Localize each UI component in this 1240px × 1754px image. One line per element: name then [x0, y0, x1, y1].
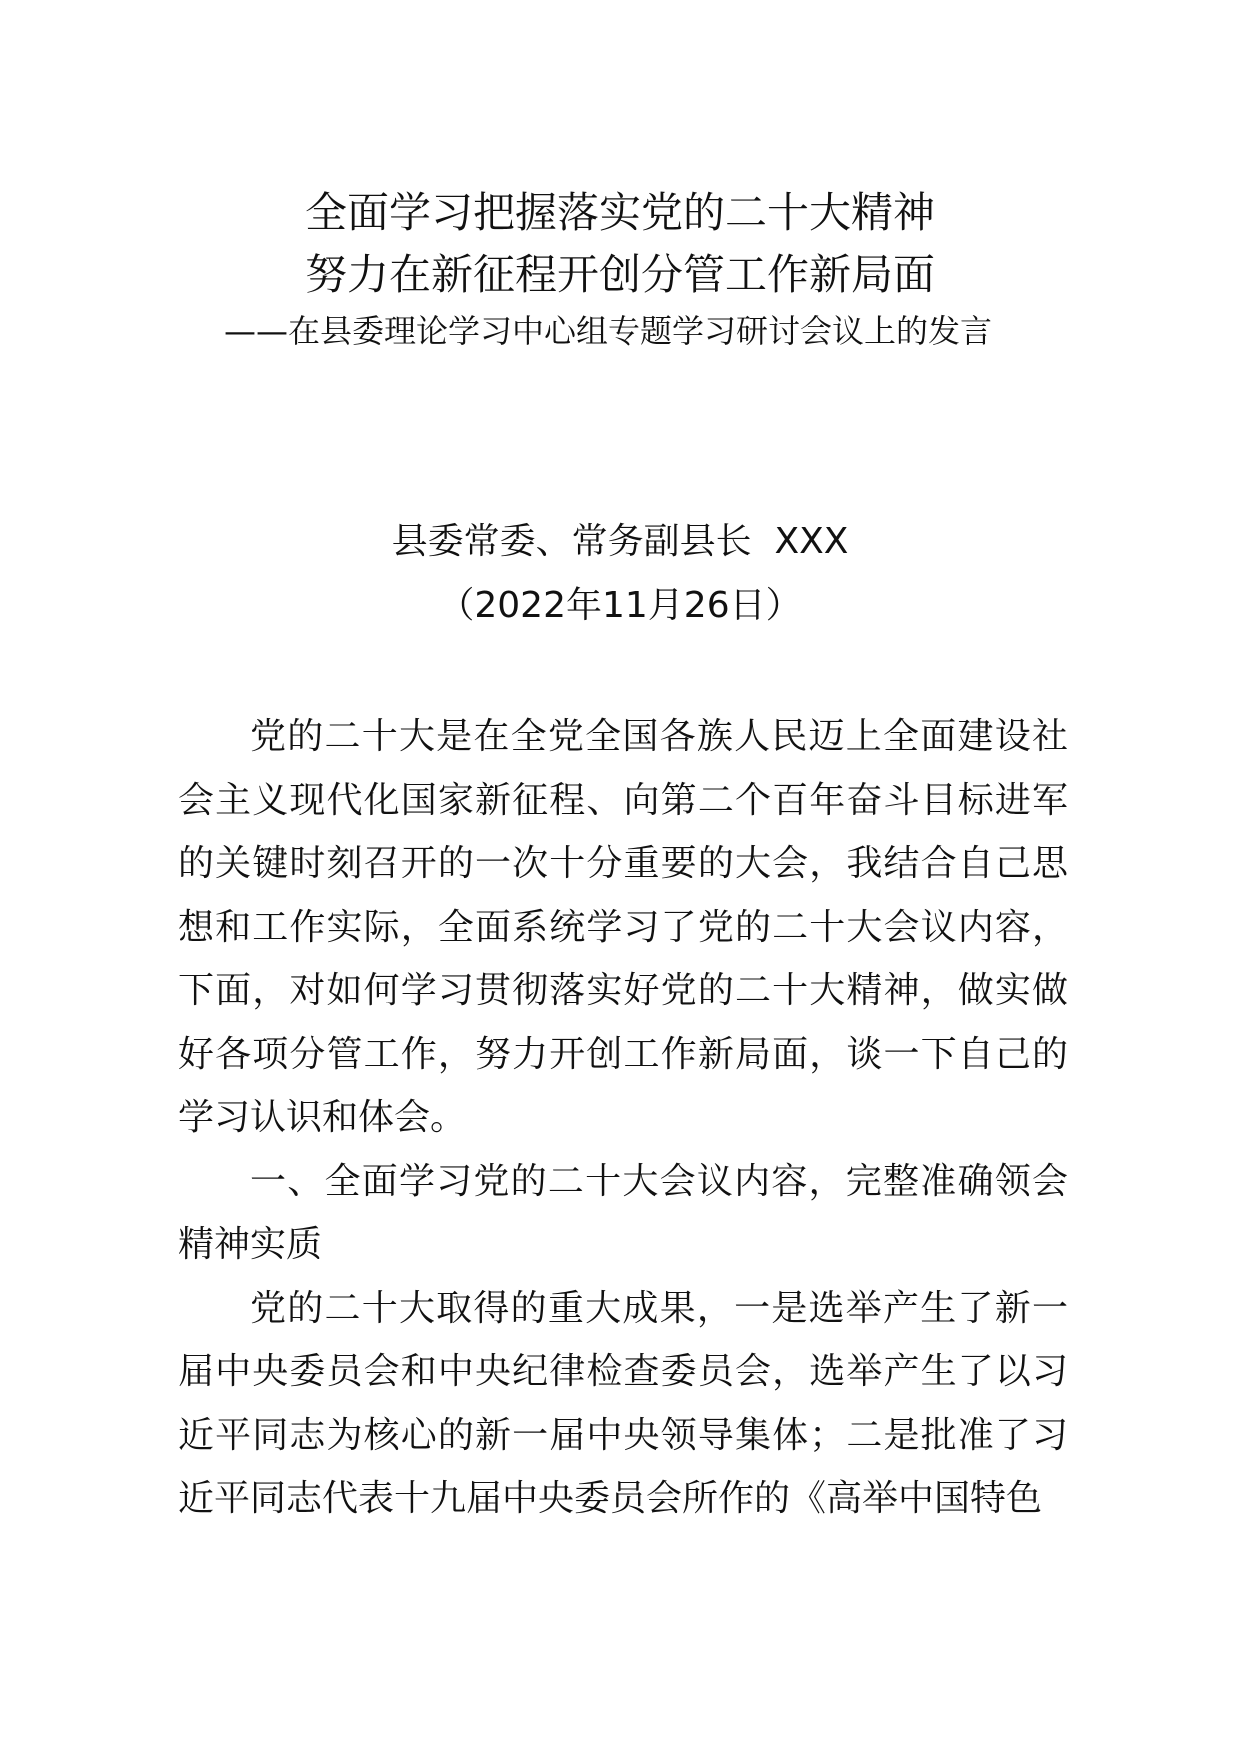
- body-text: [178, 705, 1068, 1531]
- paragraph-intro: 党的二十大是在全党全国各族人民迈上全面建设社会主义现代化国家新征程、向第二个百年奋斗目标进军的关键时刻召开的一次十分重要的大会，我结合自己思想和工作实际，全面系统学习了党的二十大会议内容，下面，对如何学习贯彻落实好党的二十大精神，做实做好各项分管工作，努力开创工作新局面，谈一下自己的学习认识和体会。: [178, 716, 1068, 1138]
- author-name: 县委常委、常务副县长 XXX: [391, 521, 849, 562]
- section-heading-1: 一、全面学习党的二十大会议内容，完整准确领会精神实质: [178, 1160, 1068, 1265]
- document-subtitle: ——在县委理论学习中心组专题学习研讨会议上的发言: [223, 312, 992, 350]
- speech-date: （2022年11月26日）: [438, 585, 802, 626]
- title-block: [0, 182, 1240, 356]
- document-title-line-1: 全面学习把握落实党的二十大精神: [304, 188, 935, 237]
- document-title-line-2: 努力在新征程开创分管工作新局面: [304, 250, 935, 299]
- author-block: [0, 510, 1240, 638]
- paragraph-achievements: 党的二十大取得的重大成果，一是选举产生了新一届中央委员会和中央纪律检查委员会，选举产生了以习近平同志为核心的新一届中央领导集体；二是批准了习近平同志代表十九届中央委员会所作的《高举中国特色: [178, 1287, 1068, 1519]
